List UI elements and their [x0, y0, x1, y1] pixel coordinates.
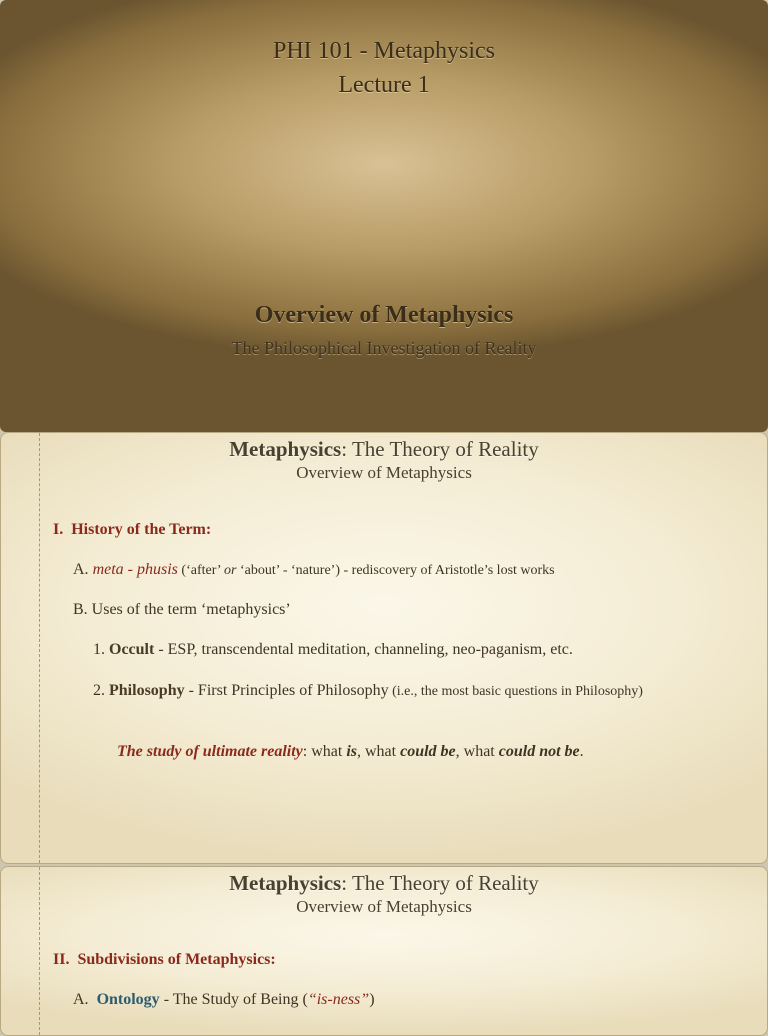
definition-could: could be — [400, 743, 456, 760]
item-close: ) — [369, 991, 375, 1008]
slide-heading: Overview of Metaphysics — [254, 302, 514, 328]
list-item-2 — [93, 682, 643, 700]
item-number: 1. — [93, 641, 105, 658]
title-bold: Metaphysics — [229, 437, 342, 461]
paren-rest: ‘about’ - ‘nature’) — [236, 563, 340, 578]
section-label: History of the Term: — [71, 521, 212, 538]
paren-open: (‘after’ — [177, 563, 225, 578]
course-title: PHI 101 - Metaphysics — [273, 38, 495, 64]
slide-title — [1, 437, 767, 462]
or-word: or — [224, 563, 237, 578]
item-paren: (i.e., the most basic questions in Philosophy) — [388, 684, 643, 699]
item-dash: - — [184, 682, 198, 699]
section-heading — [53, 951, 276, 969]
title-rest: : The Theory of Reality — [341, 871, 539, 895]
term-dash: - — [123, 561, 137, 578]
definition-text: , what — [356, 743, 401, 760]
list-item-b: B. Uses of the term ‘metaphysics’ — [73, 601, 291, 618]
definition-end: . — [579, 743, 584, 760]
title-bold: Metaphysics — [229, 871, 342, 895]
section-numeral: II. — [53, 951, 70, 968]
item-label: Occult — [109, 641, 155, 658]
slide-title — [1, 871, 767, 896]
list-item-a — [73, 561, 555, 579]
item-label: Philosophy — [109, 682, 185, 699]
content-slide-1 — [0, 432, 768, 864]
content-slide-2 — [0, 866, 768, 1036]
definition-lead: The study of ultimate reality — [117, 743, 303, 760]
item-prefix: A. — [73, 991, 89, 1008]
section-heading — [53, 521, 211, 539]
definition-text: , what — [455, 743, 499, 760]
slide-subheading: The Philosophical Investigation of Reality — [231, 338, 537, 358]
section-numeral: I. — [53, 521, 64, 538]
list-item-a — [73, 991, 375, 1009]
slide-subtitle: Overview of Metaphysics — [296, 897, 472, 916]
slide-title — [0, 34, 768, 102]
slide-subtitle: Overview of Metaphysics — [296, 463, 472, 482]
title-rest: : The Theory of Reality — [341, 437, 539, 461]
definition-could-not: could not be — [498, 743, 580, 760]
margin-line — [39, 433, 40, 863]
item-rest: First Principles of Philosophy — [197, 682, 389, 699]
term-is-ness: “is-ness” — [307, 991, 370, 1008]
term-meta: meta — [92, 561, 124, 578]
definition — [117, 743, 584, 761]
item-rest: - ESP, transcendental meditation, channeling, neo-paganism, etc. — [154, 641, 573, 658]
title-slide — [0, 0, 768, 432]
term-phusis: phusis — [137, 561, 178, 578]
term-ontology: Ontology — [96, 991, 160, 1008]
list-item-1 — [93, 641, 573, 659]
lecture-number: Lecture 1 — [338, 72, 430, 98]
item-rest: - The Study of Being ( — [159, 991, 308, 1008]
definition-text: : what — [302, 743, 347, 760]
section-label: Subdivisions of Metaphysics: — [77, 951, 276, 968]
definition-is: is — [346, 743, 357, 760]
item-prefix: A. — [73, 561, 89, 578]
item-rest: - rediscovery of Aristotle’s lost works — [340, 563, 555, 578]
item-number: 2. — [93, 682, 105, 699]
